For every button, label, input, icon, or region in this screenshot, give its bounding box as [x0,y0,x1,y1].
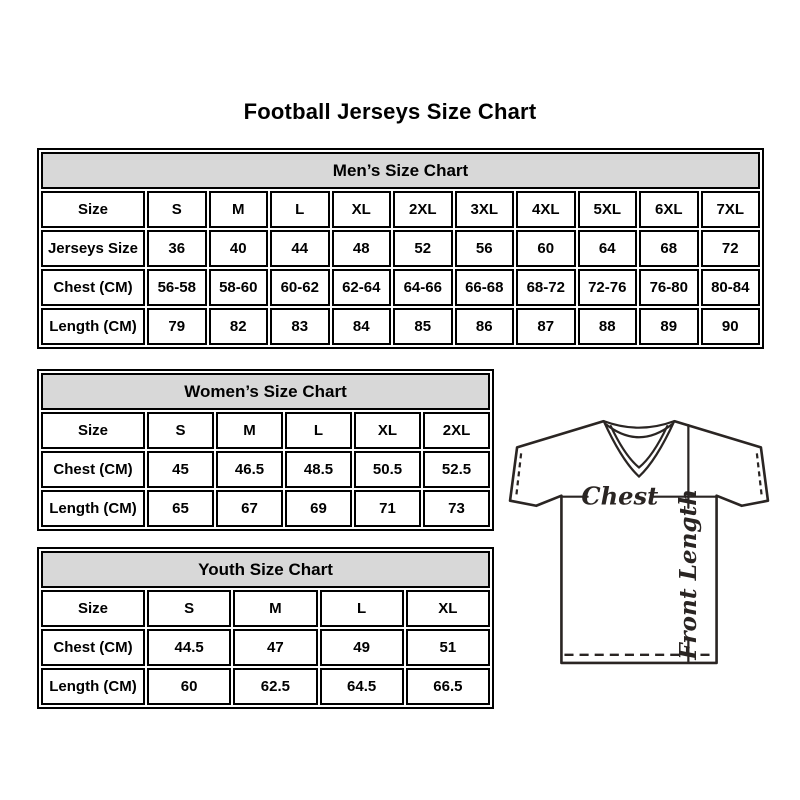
row-label-cell: Chest (CM) [41,629,145,666]
size-value-cell: 48 [332,230,392,267]
column-header-cell: Size [41,412,145,449]
size-value-cell: 85 [393,308,453,345]
youth-table-title: Youth Size Chart [41,551,490,588]
youth-table-row-2 [41,668,490,705]
size-value-cell: 62.5 [233,668,317,705]
size-value-cell: 65 [147,490,214,527]
size-value-cell: 69 [285,490,352,527]
size-value-cell: 86 [455,308,515,345]
size-value-cell: 56-58 [147,269,207,306]
size-value-cell: 49 [320,629,404,666]
women-table-row-0 [41,412,490,449]
youth-size-table [37,547,494,709]
row-label-cell: Jerseys Size [41,230,145,267]
row-label-cell: Length (CM) [41,308,145,345]
column-header-cell: XL [406,590,490,627]
size-value-cell: 45 [147,451,214,488]
size-value-cell: 62-64 [332,269,392,306]
size-value-cell: 52 [393,230,453,267]
column-header-cell: XL [332,191,392,228]
womens-size-table [37,369,494,531]
column-header-cell: M [233,590,317,627]
jersey-measurement-diagram [503,402,775,676]
size-value-cell: 36 [147,230,207,267]
column-header-cell: 5XL [578,191,638,228]
youth-table-header-row [41,551,490,588]
men-table-title: Men’s Size Chart [41,152,760,189]
column-header-cell: 2XL [393,191,453,228]
row-label-cell: Chest (CM) [41,451,145,488]
women-table-header-row [41,373,490,410]
column-header-cell: Size [41,590,145,627]
column-header-cell: 2XL [423,412,490,449]
size-value-cell: 51 [406,629,490,666]
size-value-cell: 68 [639,230,699,267]
chest-label: Chest [581,481,659,511]
column-header-cell: 7XL [701,191,761,228]
column-header-cell: L [270,191,330,228]
size-value-cell: 40 [209,230,269,267]
size-value-cell: 71 [354,490,421,527]
column-header-cell: L [285,412,352,449]
size-value-cell: 60 [516,230,576,267]
size-value-cell: 80-84 [701,269,761,306]
men-table-row-2 [41,269,760,306]
column-header-cell: S [147,191,207,228]
column-header-cell: XL [354,412,421,449]
size-value-cell: 66-68 [455,269,515,306]
men-table-header-row [41,152,760,189]
front-length-label: Front Length [674,488,702,660]
size-value-cell: 44.5 [147,629,231,666]
women-table-row-1 [41,451,490,488]
size-value-cell: 64 [578,230,638,267]
column-header-cell: M [209,191,269,228]
row-label-cell: Length (CM) [41,490,145,527]
column-header-cell: M [216,412,283,449]
size-value-cell: 50.5 [354,451,421,488]
size-value-cell: 44 [270,230,330,267]
men-table-row-3 [41,308,760,345]
size-value-cell: 56 [455,230,515,267]
size-value-cell: 67 [216,490,283,527]
column-header-cell: S [147,412,214,449]
mens-size-table [37,148,764,349]
row-label-cell: Chest (CM) [41,269,145,306]
size-value-cell: 46.5 [216,451,283,488]
column-header-cell: Size [41,191,145,228]
youth-table-row-1 [41,629,490,666]
column-header-cell: S [147,590,231,627]
women-table-title: Women’s Size Chart [41,373,490,410]
size-value-cell: 89 [639,308,699,345]
size-value-cell: 52.5 [423,451,490,488]
size-value-cell: 60 [147,668,231,705]
size-value-cell: 72-76 [578,269,638,306]
size-value-cell: 72 [701,230,761,267]
women-table-row-2 [41,490,490,527]
size-value-cell: 68-72 [516,269,576,306]
column-header-cell: 6XL [639,191,699,228]
row-label-cell: Length (CM) [41,668,145,705]
size-value-cell: 76-80 [639,269,699,306]
page-title: Football Jerseys Size Chart [243,99,537,124]
column-header-cell: 3XL [455,191,515,228]
men-table-row-1 [41,230,760,267]
youth-table-row-0 [41,590,490,627]
jersey-outline-shape [510,421,768,663]
men-table-row-0 [41,191,760,228]
column-header-cell: 4XL [516,191,576,228]
size-value-cell: 64-66 [393,269,453,306]
size-value-cell: 64.5 [320,668,404,705]
size-value-cell: 58-60 [209,269,269,306]
size-value-cell: 79 [147,308,207,345]
column-header-cell: L [320,590,404,627]
size-value-cell: 83 [270,308,330,345]
size-value-cell: 84 [332,308,392,345]
size-value-cell: 88 [578,308,638,345]
size-value-cell: 48.5 [285,451,352,488]
size-value-cell: 73 [423,490,490,527]
size-value-cell: 47 [233,629,317,666]
size-value-cell: 87 [516,308,576,345]
size-value-cell: 66.5 [406,668,490,705]
size-value-cell: 60-62 [270,269,330,306]
size-value-cell: 82 [209,308,269,345]
size-value-cell: 90 [701,308,761,345]
